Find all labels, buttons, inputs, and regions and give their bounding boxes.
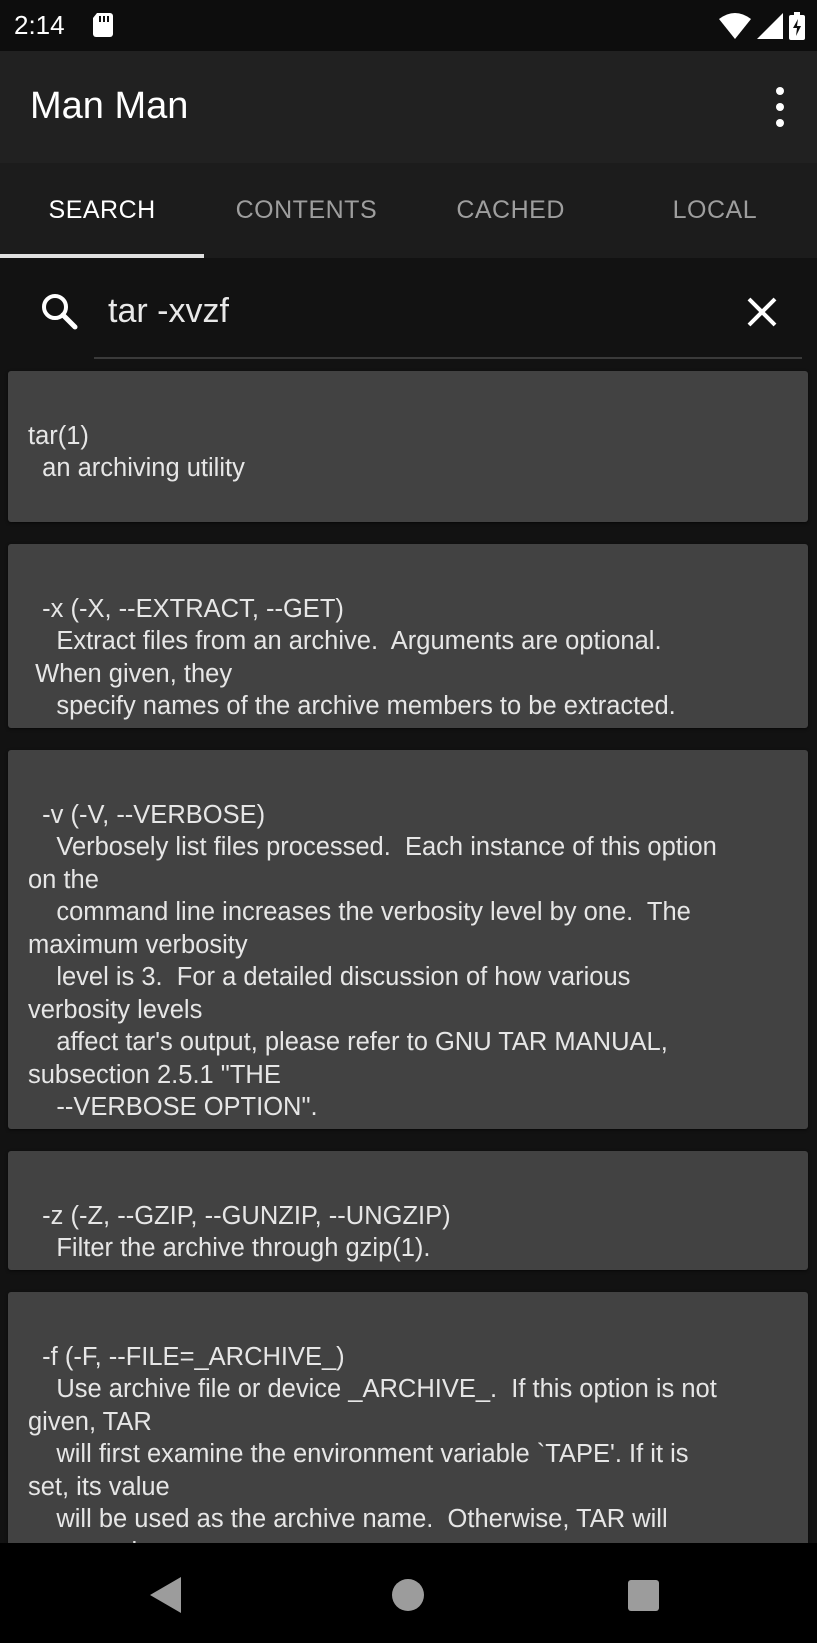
result-card[interactable]	[8, 544, 808, 728]
wifi-icon	[719, 13, 751, 44]
clear-search-button[interactable]	[744, 294, 780, 335]
results-list[interactable]	[0, 361, 817, 1543]
home-icon[interactable]	[392, 1579, 424, 1611]
app-title: Man Man	[30, 85, 189, 127]
result-text: tar(1) an archiving utility	[28, 421, 245, 482]
result-card[interactable]	[8, 371, 808, 522]
more-options-button[interactable]	[765, 87, 795, 127]
tab-cached[interactable]: CACHED	[456, 196, 565, 224]
result-card[interactable]	[8, 1151, 808, 1270]
search-icon	[40, 292, 78, 335]
battery-icon	[789, 12, 805, 45]
status-bar	[0, 0, 817, 51]
result-card[interactable]	[8, 1292, 808, 1552]
result-text: -f (-F, --FILE=_ARCHIVE_) Use archive file or device _ARCHIVE_. If this option is not given, TAR will first examine the environment variable `TAPE'. If it is set, its value will be used as the archive name. Otherwise, TAR will	[28, 1342, 717, 1533]
result-text: -v (-V, --VERBOSE) Verbosely list files processed. Each instance of this option on the command line increases the verbosity level by one. The maximum verbosity level is 3. For a detailed discussion of how various verbosity levels affect tar's output, please refer to GNU TAR MANUAL, subsection 2.5.1 "THE --VERBOSE OPTION".	[28, 800, 717, 1121]
status-time: 2:14	[14, 10, 65, 40]
signal-icon	[757, 13, 783, 44]
back-icon[interactable]	[150, 1577, 182, 1618]
more-vert-icon-dot	[776, 103, 784, 111]
more-vert-icon	[776, 87, 784, 95]
tab-search[interactable]: SEARCH	[0, 163, 204, 258]
result-text: -z (-Z, --GZIP, --GUNZIP, --UNGZIP) Filter the archive through gzip(1).	[42, 1201, 451, 1262]
result-card[interactable]	[8, 750, 808, 1129]
app-bar	[0, 51, 817, 163]
result-text: -x (-X, --EXTRACT, --GET) Extract files from an archive. Arguments are optional. When given, they specify names of the archive members to be extracted.	[35, 594, 676, 720]
more-vert-icon-dot	[776, 119, 784, 127]
sd-card-icon	[92, 13, 114, 42]
tab-local[interactable]: LOCAL	[672, 196, 758, 224]
tab-contents[interactable]: CONTENTS	[235, 196, 378, 224]
tab-bar	[0, 163, 817, 258]
search-input[interactable]	[108, 286, 728, 336]
recent-apps-icon[interactable]	[628, 1580, 659, 1611]
search-underline	[94, 357, 802, 359]
